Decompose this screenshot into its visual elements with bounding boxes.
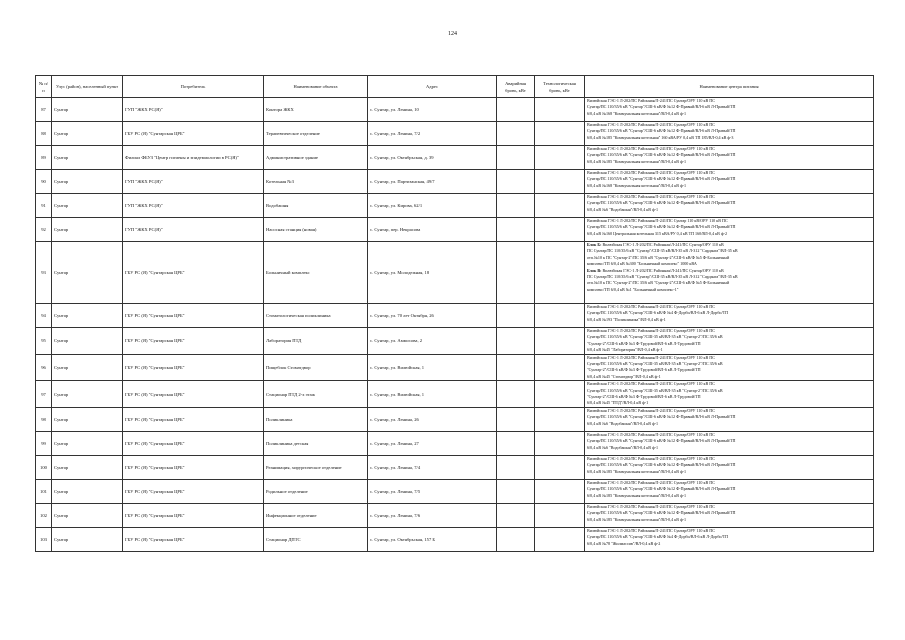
power-source-line: комплекс/ТП 6/0,4 кВ №1 "Больничный комплекс-1"	[587, 286, 679, 292]
row-power-source	[585, 431, 874, 455]
power-source-line: Сунтар/ПС 110/35/6 кВ "Сунтар"/СШ-6 кВ/Ф №4 Ф-Дорбо/ВЛ-6 кВ Л-Дорбо/ТП	[587, 534, 729, 540]
row-number: 96	[36, 354, 52, 381]
power-source-line: Вилюйская ГЭС-1 Л-202/ПС Районная/Л-241/ПС Сунтар/ОРУ 110 кВ ПС	[587, 455, 715, 461]
power-source-line: Вилюйская ГЭС-1 Л-202/ПС Районная/Л-241/ПС Сунтар/ОРУ 110 кВ ПС	[587, 170, 715, 175]
row-address: с. Сунтар, ул. Ленина, 26	[368, 407, 497, 431]
power-source-line: ПС Сунтар/ПС 110/35/6 кВ "Сунтар"/СШ-35 кВ/ВЛ-35 кВ Л-312 "Сарданга"/ВЛ-35 кВ	[587, 274, 738, 280]
row-consumer: ГУП "ЖКХ РС(Я)"	[123, 218, 264, 242]
row-address: с. Сунтар, ул. Ленина, 10	[368, 98, 497, 122]
row-area: Сунтар	[52, 328, 123, 355]
row-technological-reserve	[535, 479, 585, 503]
table-row	[36, 218, 874, 242]
row-consumer: ГБУ РС (Я) "Сунтарская ЦРБ"	[123, 455, 264, 479]
row-technological-reserve	[535, 381, 585, 408]
power-source-line: 6/0,4 кВ №185 "Коммунальная котельная"/ВЛ-0,4 кВ ф-1	[587, 492, 687, 498]
row-consumer: ГУП "ЖКХ РС(Я)"	[123, 170, 264, 194]
row-object: Родильное отделение	[264, 479, 368, 503]
power-source-line: Сунтар/ПС 110/35/6 кВ "Сунтар"/СШ-6 кВ/Ф №12 Ф-Правый/ВЛ-6 кВ Л-Правый/ТП	[587, 176, 736, 182]
row-power-source	[585, 503, 874, 527]
power-source-line: Сунтар/ПС 110/35/6 кВ "Сунтар"/СШ-35 кВ/ВЛ-35 кВ "Сунтар-2"/ПС 35/6 кВ	[587, 387, 723, 393]
power-source-line: Вилюйская ГЭС-1 Л-202/ПС Районная/Л-241/ПС Сунтар/ОРУ 110 кВ ПС	[587, 194, 715, 199]
row-address: с. Сунтар, ул. Октябрьская, д. 39	[368, 146, 497, 170]
header-num: № п/п	[36, 76, 52, 98]
power-source-line: Вилюйская ГЭС-1 Л-202/ПС Районная/Л-241/ПС Сунтар/ОРУ 110 кВ ПС	[587, 431, 715, 437]
power-supply-table	[35, 75, 874, 552]
power-source-line: ПС Сунтар/ПС 110/35/6 кВ "Сунтар"/СШ-35 кВ/ВЛ-35 кВ Л-312 "Сарданга"/ВЛ-35 кВ	[587, 248, 738, 254]
header-power-source: Наименование центра питания	[585, 76, 874, 98]
power-source-line: Вилюйская ГЭС-1 Л-202/ПС Районная/Л-241/ПС Сунтар/ОРУ 110 кВ ПС	[587, 122, 715, 127]
row-consumer: Филиал ФБУЗ "Центр гигиены и эпидемиологии в РС(Я)"	[123, 146, 264, 170]
row-address: с. Сунтар, ул. Кирова, 62/1	[368, 194, 497, 218]
row-power-source	[585, 455, 874, 479]
power-source-line: Сунтар/ПС 110/35/6 кВ "Сунтар"/СШ-6 кВ/Ф №12 Ф-Правый/ВЛ-6 кВ Л-Правый/ТП	[587, 200, 736, 206]
row-area: Сунтар	[52, 527, 123, 551]
row-consumer: ГУП "ЖКХ РС(Я)"	[123, 194, 264, 218]
row-technological-reserve	[535, 407, 585, 431]
power-source-line: Сунтар/ПС 110/35/6 кВ "Сунтар"/СШ-6 кВ/Ф №4 Ф-Дорбо/ВЛ-6 кВ Л-Дорбо/ТП	[587, 310, 729, 316]
row-consumer: ГБУ РС (Я) "Сунтарская ЦРБ"	[123, 122, 264, 146]
row-area: Сунтар	[52, 218, 123, 242]
row-address: с. Сунтар, ул. Партизанская, 49/7	[368, 170, 497, 194]
row-power-source	[585, 527, 874, 551]
row-power-source	[585, 479, 874, 503]
row-object: Больничный комплекс	[264, 242, 368, 304]
row-technological-reserve	[535, 304, 585, 328]
table-row	[36, 328, 874, 355]
row-number: 91	[36, 194, 52, 218]
table-header-row	[36, 76, 874, 98]
row-power-source	[585, 242, 874, 304]
row-object: Водобашня	[264, 194, 368, 218]
row-address: с. Сунтар, ул. Ленина, 7/4	[368, 455, 497, 479]
row-area: Сунтар	[52, 122, 123, 146]
row-number: 89	[36, 146, 52, 170]
row-technological-reserve	[535, 503, 585, 527]
power-source-line: Вилюйская ГЭС-1 Л-202/ПС Районная/Л-241/ПС Сунтар/ОРУ 110 кВ ПС	[587, 503, 715, 509]
row-technological-reserve	[535, 328, 585, 355]
row-number: 87	[36, 98, 52, 122]
table-row	[36, 98, 874, 122]
table-row	[36, 455, 874, 479]
row-consumer: ГБУ РС (Я) "Сунтарская ЦРБ"	[123, 527, 264, 551]
row-emergency-reserve	[497, 354, 535, 381]
table-row	[36, 431, 874, 455]
row-emergency-reserve	[497, 527, 535, 551]
row-object: Контора ЖКХ	[264, 98, 368, 122]
power-source-line: Сунтар/ПС 110/35/6 кВ "Сунтар"/СШ-6 кВ/Ф №12 Ф-Правый/ВЛ-6 кВ Л-Правый/ТП	[587, 438, 736, 444]
power-source-line: 6/0,4 кВ №45 "Стоматдвор"/ВЛ-0,4 кВ ф-1	[587, 373, 661, 379]
table-row	[36, 503, 874, 527]
power-source-line: 6/0,4 кВ №168 "Коммунальная котельная"/ВЛ-0,4 кВ ф-1	[587, 182, 687, 188]
row-consumer: ГБУ РС (Я) "Сунтарская ЦРБ"	[123, 328, 264, 355]
table-row	[36, 354, 874, 381]
power-source-line: 6/0,4 кВ №160 Центральная котельная 315 кВА/РУ 0,4 кВ ТП 160/ВЛ-0,4 кВ ф-2	[587, 230, 727, 236]
row-emergency-reserve	[497, 431, 535, 455]
power-source-line: 6/0,4 кВ №185 "Коммунальная котельная"/ВЛ-0,4 кВ ф-1	[587, 516, 687, 522]
row-emergency-reserve	[497, 479, 535, 503]
row-technological-reserve	[535, 527, 585, 551]
row-object: Реанимация, хирургическое отделение	[264, 455, 368, 479]
row-address: с. Сунтар, ул. Ленина, 7/2	[368, 122, 497, 146]
power-source-line: Сунтар/ПС 110/35/6 кВ "Сунтар"/СШ-6 кВ/Ф №12 Ф-Правый/ВЛ-6 кВ Л-Правый/ТП	[587, 104, 736, 110]
row-address: с. Сунтар, ул. 70 лет Октября, 26	[368, 304, 497, 328]
row-power-source	[585, 354, 874, 381]
row-emergency-reserve	[497, 170, 535, 194]
row-number: 95	[36, 328, 52, 355]
row-number: 100	[36, 455, 52, 479]
row-area: Сунтар	[52, 242, 123, 304]
row-area: Сунтар	[52, 354, 123, 381]
row-area: Сунтар	[52, 479, 123, 503]
power-source-line: Вилюйская ГЭС-1 Л-202/ПС Районная/Л-241/ПС Сунтар/ОРУ 110 кВ ПС	[587, 479, 715, 485]
table-row	[36, 122, 874, 146]
row-number: 94	[36, 304, 52, 328]
power-source-line: Сунтар/ПС 110/35/6 кВ "Сунтар"/СШ-35 кВ/ВЛ-35 кВ "Сунтар-2"/ПС 35/6 кВ	[587, 361, 723, 367]
row-emergency-reserve	[497, 122, 535, 146]
row-number: 99	[36, 431, 52, 455]
row-object: Лаборатория ПТД	[264, 328, 368, 355]
row-number: 101	[36, 479, 52, 503]
power-source-line: 6/0,4 кВ №6 "Водобашня"/ВЛ-0,4 кВ ф-1	[587, 206, 659, 212]
row-consumer: ГБУ РС (Я) "Сунтарская ЦРБ"	[123, 242, 264, 304]
row-emergency-reserve	[497, 242, 535, 304]
row-emergency-reserve	[497, 194, 535, 218]
row-area: Сунтар	[52, 146, 123, 170]
row-technological-reserve	[535, 431, 585, 455]
row-number: 88	[36, 122, 52, 146]
header-technological-reserve: Технологическая бронь, кВт	[535, 76, 585, 98]
header-address: Адрес	[368, 76, 497, 98]
row-consumer: ГБУ РС (Я) "Сунтарская ЦРБ"	[123, 381, 264, 408]
row-address: с. Сунтар, ул. Ленина, 7/6	[368, 503, 497, 527]
power-source-line: 6/0,4 кВ №193 "Поликлиника"/ВЛ-0,4 кВ ф-1	[587, 316, 666, 322]
row-consumer: ГБУ РС (Я) "Сунтарская ЦРБ"	[123, 304, 264, 328]
row-power-source	[585, 304, 874, 328]
row-address: с. Сунтар, ул. Аммосова, 2	[368, 328, 497, 355]
row-power-source	[585, 122, 874, 146]
row-technological-reserve	[535, 218, 585, 242]
power-source-line: Вилюйская ГЭС-1 Л-202/ПС Районная/Л-241/ПС Сунтар/ОРУ 110 кВ ПС	[587, 354, 715, 360]
power-source-line: Блок Б: Вилюйская ГЭС-1 Л-202/ПС Районная/Л-241/ПС Сунтар/ОРУ 110 кВ	[587, 242, 724, 247]
power-source-line: Сунтар/ПС 110/35/6 кВ "Сунтар"/СШ-6 кВ/Ф №12 Ф-Правый/ВЛ-6 кВ Л-Правый/ТП	[587, 414, 736, 420]
row-object: Инфекционное отделение	[264, 503, 368, 527]
row-number: 93	[36, 242, 52, 304]
power-source-line: отп.№10 к ПС "Сунтар-2"/ПС 35/6 кВ "Сунтар-2"/СШ-6 кВ/Ф №5 Ф-Больничный	[587, 254, 730, 260]
row-area: Сунтар	[52, 98, 123, 122]
power-source-line: Сунтар/ПС 110/35/6 кВ "Сунтар"/СШ-6 кВ/Ф №12 Ф-Правый/ВЛ-6 кВ Л-Правый/ТП	[587, 486, 736, 492]
power-source-line: "Сунтар-2"/СШ-6 кВ/Ф №3 Ф-Трудовой/ВЛ-6 кВ Л-Трудовой/ТП	[587, 367, 701, 373]
row-emergency-reserve	[497, 98, 535, 122]
row-technological-reserve	[535, 242, 585, 304]
row-object: Стационар ДПТС	[264, 527, 368, 551]
row-area: Сунтар	[52, 407, 123, 431]
row-emergency-reserve	[497, 218, 535, 242]
row-number: 98	[36, 407, 52, 431]
row-number: 102	[36, 503, 52, 527]
header-emergency-reserve: Аварийная бронь, кВт	[497, 76, 535, 98]
row-area: Сунтар	[52, 455, 123, 479]
row-object: Котельная №3	[264, 170, 368, 194]
table-row	[36, 381, 874, 408]
power-source-line: Вилюйская ГЭС-1 Л-202/ПС Районная/Л-241/ПС Сунтар/ОРУ 110 кВ ПС	[587, 381, 715, 387]
power-source-line: Вилюйская ГЭС-1 Л-202/ПС Районная/Л-241/ПС Сунтар/ОРУ 110 кВ ПС	[587, 527, 715, 533]
power-source-line: Вилюйская ГЭС-1 Л-202/ПС Районная/Л-241/ПС Сунтар/ОРУ 110 кВ ПС	[587, 146, 715, 151]
row-area: Сунтар	[52, 170, 123, 194]
table-row	[36, 304, 874, 328]
power-source-line: отп.№10 к ПС "Сунтар-2"/ПС 35/6 кВ "Сунтар-2"/СШ-6 кВ/Ф №5 Ф-Больничный	[587, 280, 730, 286]
row-consumer: ГБУ РС (Я) "Сунтарская ЦРБ"	[123, 354, 264, 381]
row-area: Сунтар	[52, 304, 123, 328]
power-source-line: 6/0,4 кВ №185 "Коммунальная котельная" 160 кВА/РУ 0,4 кВ ТП 185/ВЛ-0,4 кВ ф-3	[587, 134, 734, 140]
row-consumer: ГБУ РС (Я) "Сунтарская ЦРБ"	[123, 479, 264, 503]
power-source-line: 6/0,4 кВ №185 "Коммунальная котельная"/ВЛ-0,4 кВ ф-1	[587, 468, 687, 474]
row-technological-reserve	[535, 354, 585, 381]
power-source-line: 6/0,4 кВ №6 "Водобашня"/ВЛ-0,4 кВ ф-1	[587, 420, 659, 426]
row-consumer: ГУП "ЖКХ РС(Я)"	[123, 98, 264, 122]
power-source-line: Вилюйская ГЭС-1 Л-202/ПС Районная/Л-241/ПС Сунтар 110 кВ/ОРУ 110 кВ ПС	[587, 218, 728, 223]
table-row	[36, 479, 874, 503]
row-consumer: ГБУ РС (Я) "Сунтарская ЦРБ"	[123, 503, 264, 527]
row-consumer: ГБУ РС (Я) "Сунтарская ЦРБ"	[123, 407, 264, 431]
table-row	[36, 194, 874, 218]
power-source-line: 6/0,4 кВ №185 "Коммунальная котельная"/ВЛ-0,4 кВ ф-1	[587, 158, 687, 164]
row-object: Поликлиника	[264, 407, 368, 431]
row-emergency-reserve	[497, 304, 535, 328]
row-address: с. Сунтар, ул. Ленина, 27	[368, 431, 497, 455]
table-row	[36, 407, 874, 431]
power-source-line: 6/0,4 кВ №78 "Жилмассив"/ВЛ-0,4 кВ ф-2	[587, 540, 661, 546]
power-source-line: Блок В: Вилюйская ГЭС-1 Л-202/ПС Районная/Л-241/ПС Сунтар/ОРУ 110 кВ	[587, 267, 724, 273]
power-source-line: "Сунтар-2"/СШ-6 кВ/Ф №3 Ф-Трудовой/ВЛ-6 кВ Л-Трудовой/ТП	[587, 394, 701, 400]
row-number: 92	[36, 218, 52, 242]
row-address: с. Сунтар, ул. Молодежная, 18	[368, 242, 497, 304]
power-source-line: Сунтар/ПС 110/35/6 кВ "Сунтар"/СШ-35 кВ/ВЛ-35 кВ "Сунтар-2"/ПС 35/6 кВ	[587, 334, 723, 340]
row-consumer: ГБУ РС (Я) "Сунтарская ЦРБ"	[123, 431, 264, 455]
row-area: Сунтар	[52, 194, 123, 218]
power-source-line: Вилюйская ГЭС-1 Л-202/ПС Районная/Л-241/ПС Сунтар/ОРУ 110 кВ ПС	[587, 328, 715, 333]
row-area: Сунтар	[52, 503, 123, 527]
row-power-source	[585, 170, 874, 194]
row-address: с. Сунтар, ул. Ленина, 7/5	[368, 479, 497, 503]
row-area: Сунтар	[52, 381, 123, 408]
row-address: с. Сунтар, пер. Некрасова	[368, 218, 497, 242]
power-source-line: комплекс/ТП 6/0,4 кВ №300 "Больничный комплекс" 1000 кВА	[587, 261, 697, 267]
header-area: Улус (район), населенный пункт	[52, 76, 123, 98]
row-power-source	[585, 98, 874, 122]
row-area: Сунтар	[52, 431, 123, 455]
row-technological-reserve	[535, 194, 585, 218]
row-object: Административное здание	[264, 146, 368, 170]
row-power-source	[585, 218, 874, 242]
table-row	[36, 146, 874, 170]
row-technological-reserve	[535, 455, 585, 479]
row-object: Поликлиника детская	[264, 431, 368, 455]
row-technological-reserve	[535, 170, 585, 194]
page-number: 124	[448, 31, 457, 37]
table-body	[36, 98, 874, 552]
power-source-line: Вилюйская ГЭС-1 Л-202/ПС Районная/Л-241/ПС Сунтар/ОРУ 110 кВ ПС	[587, 304, 715, 309]
power-source-line: 6/0,4 кВ №168 "Коммунальная котельная"/ВЛ-0,4 кВ ф-1	[587, 110, 687, 116]
row-emergency-reserve	[497, 146, 535, 170]
row-object: Пищеблок Стоматдвор	[264, 354, 368, 381]
row-object: Насосная станция (новая)	[264, 218, 368, 242]
power-source-line: 6/0,4 кВ №45 "ПТД"/ВЛ-0,4 кВ ф-1	[587, 400, 649, 406]
row-emergency-reserve	[497, 381, 535, 408]
row-number: 103	[36, 527, 52, 551]
power-source-line: Вилюйская ГЭС-1 Л-202/ПС Районная/Л-241/ПС Сунтар/ОРУ 110 кВ ПС	[587, 98, 715, 103]
power-source-line: Сунтар/ПС 110/35/6 кВ "Сунтар"/СШ-6 кВ/Ф №12 Ф-Правый/ВЛ-6 кВ Л-Правый/ТП	[587, 462, 736, 468]
row-power-source	[585, 381, 874, 408]
row-technological-reserve	[535, 146, 585, 170]
header-consumer: Потребитель	[123, 76, 264, 98]
row-technological-reserve	[535, 122, 585, 146]
power-source-line: Сунтар/ПС 110/35/6 кВ "Сунтар"/СШ-6 кВ/Ф №12 Ф-Правый/ВЛ-6 кВ Л-Правый/ТП	[587, 152, 736, 158]
power-source-line: Вилюйская ГЭС-1 Л-202/ПС Районная/Л-241/ПС Сунтар/ОРУ 110 кВ ПС	[587, 407, 715, 413]
power-source-line: Сунтар/ПС 110/35/6 кВ "Сунтар"/СШ-6 кВ/Ф №12 Ф-Правый/ВЛ-6 кВ Л-Правый/ТП	[587, 128, 736, 134]
row-address: с. Сунтар, ул. Вилюйская, 1	[368, 354, 497, 381]
row-number: 97	[36, 381, 52, 408]
row-technological-reserve	[535, 98, 585, 122]
row-emergency-reserve	[497, 455, 535, 479]
power-source-line: Сунтар/ПС 110/35/6 кВ "Сунтар"/СШ-6 кВ/Ф №12 Ф-Правый/ВЛ-6 кВ Л-Правый/ТП	[587, 224, 736, 230]
row-power-source	[585, 194, 874, 218]
row-power-source	[585, 328, 874, 355]
row-object: Стационар ПТД 2-х этаж	[264, 381, 368, 408]
row-number: 90	[36, 170, 52, 194]
row-power-source	[585, 146, 874, 170]
row-emergency-reserve	[497, 407, 535, 431]
power-source-line: Сунтар/ПС 110/35/6 кВ "Сунтар"/СШ-6 кВ/Ф №12 Ф-Правый/ВЛ-6 кВ Л-Правый/ТП	[587, 510, 736, 516]
row-emergency-reserve	[497, 503, 535, 527]
row-address: с. Сунтар, ул. Вилюйская, 1	[368, 381, 497, 408]
power-source-line: 6/0,4 кВ №6 "Водобашня"/ВЛ-0,4 кВ ф-1	[587, 444, 659, 450]
table-row	[36, 170, 874, 194]
row-object: Стоматологическая поликлиника	[264, 304, 368, 328]
row-object: Терапевтическое отделение	[264, 122, 368, 146]
header-object: Наименование объекта	[264, 76, 368, 98]
row-address: с. Сунтар, ул. Октябрьская, 157 Б	[368, 527, 497, 551]
power-source-line: 6/0,4 кВ №45 "Лаборатория"/ВЛ-0,4 кВ ф-1	[587, 347, 663, 353]
power-source-line: "Сунтар-2"/СШ-6 кВ/Ф №3 Ф-Трудовой/ВЛ-6 кВ Л-Трудовой/ТП	[587, 340, 701, 346]
table-row	[36, 242, 874, 304]
row-power-source	[585, 407, 874, 431]
table-row	[36, 527, 874, 551]
row-emergency-reserve	[497, 328, 535, 355]
